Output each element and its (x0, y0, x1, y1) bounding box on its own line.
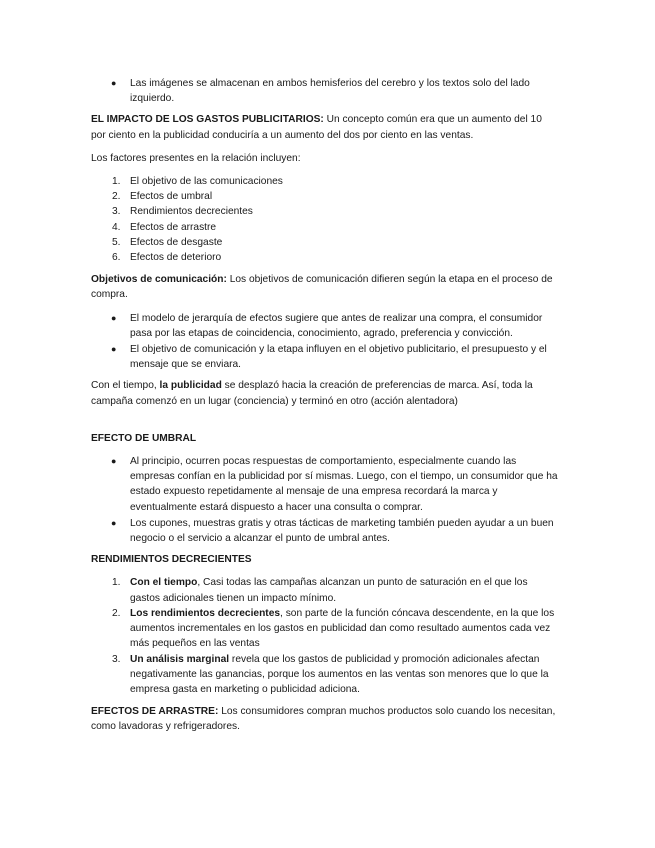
list-number: 1. (112, 577, 121, 589)
list-item (91, 250, 559, 265)
arrastre-heading: EFECTOS DE ARRASTRE: (91, 706, 219, 718)
impacto-paragraph (91, 112, 559, 142)
list-number: 6. (112, 252, 121, 264)
list-item (91, 174, 559, 189)
list-item-text: El objetivo de las comunicaciones (130, 176, 283, 188)
list-item-text: , Casi todas las campañas alcanzan un punto de saturación en el que los gastos adicionales tienen un impacto mínimo. (130, 577, 528, 604)
list-item-text: , son parte de la función cóncava descendente, en la que los aumentos incrementales en los gastos en publicidad dan como resultado aumentos cada vez más pequeños en las ventas (130, 607, 555, 650)
list-item-text: revela que los gastos de publicidad y promoción adicionales afectan negativamente las ganancias, porque los aumentos en las ventas son menores que lo que la empresa gasta en marketing o publicidad adiciona. (130, 653, 549, 695)
impacto-text: Un concepto común era que un aumento del 10 por ciento en la publicidad conduciría a un aumento del dos por ciento en las ventas. (91, 114, 542, 141)
rendimientos-heading: RENDIMIENTOS DECRECIENTES (91, 554, 252, 566)
list-item-text: Efectos de umbral (130, 191, 213, 203)
list-item-bold: Un análisis marginal (130, 653, 230, 665)
list-number: 2. (112, 191, 121, 203)
intro-bullet-list (91, 76, 559, 106)
list-item (91, 516, 559, 546)
list-item (91, 652, 559, 698)
list-item-text: Efectos de deterioro (130, 252, 222, 264)
list-number: 4. (112, 221, 121, 233)
list-item-bold: Con el tiempo (130, 577, 198, 589)
list-number: 3. (112, 653, 121, 665)
umbral-heading: EFECTO DE UMBRAL (91, 432, 197, 444)
list-number: 1. (112, 176, 121, 188)
list-item-text: Las imágenes se almacenan en ambos hemisferios del cerebro y los textos solo del lado izquierdo. (130, 78, 530, 105)
list-item-text: El objetivo de comunicación y la etapa influyen en el objetivo publicitario, el presupuesto y el mensaje que se enviara. (130, 344, 547, 371)
bullet-icon: ● (111, 312, 117, 323)
bullet-icon: ● (111, 456, 117, 467)
list-item (91, 204, 559, 219)
arrastre-paragraph (91, 704, 559, 734)
impacto-heading: EL IMPACTO DE LOS GASTOS PUBLICITARIOS: (91, 114, 324, 126)
list-item (91, 235, 559, 250)
factores-intro: Los factores presentes en la relación incluyen: (91, 152, 301, 164)
umbral-bullet-list (91, 454, 559, 546)
list-item-text: Rendimientos decrecientes (130, 206, 253, 218)
objetivos-bullet-list (91, 311, 559, 373)
bullet-icon: ● (111, 517, 117, 528)
objetivos-paragraph (91, 272, 559, 302)
list-item (91, 575, 559, 605)
bullet-icon: ● (111, 78, 117, 88)
list-item-bold: Los rendimientos decrecientes (130, 607, 281, 619)
tiempo-bold: la publicidad (159, 380, 222, 392)
list-number: 5. (112, 236, 121, 248)
tiempo-pre: Con el tiempo, (91, 380, 160, 392)
list-item (91, 311, 559, 341)
arrastre-text: Los consumidores compran muchos productos solo cuando los necesitan, como lavadoras y refrigeradores. (91, 706, 556, 733)
list-item (91, 220, 559, 235)
list-item (91, 76, 559, 106)
tiempo-post: se desplazó hacia la creación de preferencias de marca. Así, toda la campaña comenzó en un lugar (conciencia) y terminó en otro (acción alentadora) (91, 380, 533, 407)
list-item-text: Efectos de desgaste (130, 236, 223, 248)
objetivos-heading: Objetivos de comunicación: (91, 274, 227, 286)
list-item (91, 606, 559, 652)
list-item (91, 342, 559, 372)
list-number: 3. (112, 206, 121, 218)
list-item-text: Al principio, ocurren pocas respuestas de comportamiento, especialmente cuando las empresas confían en la publicidad por sí mismas. Luego, con el tiempo, un consumidor que ha estado expuesto repetidamente al mensaje de una empresa recordará la marca y eventualmente estará dispuesto a hacer una consulta o comprar. (130, 456, 558, 513)
list-number: 2. (112, 607, 121, 619)
factores-list (91, 174, 559, 265)
list-item (91, 189, 559, 204)
tiempo-paragraph (91, 378, 559, 408)
rendimientos-list (91, 575, 559, 697)
bullet-icon: ● (111, 344, 117, 355)
list-item-text: Efectos de arrastre (130, 221, 217, 233)
objetivos-text: Los objetivos de comunicación difieren según la etapa en el proceso de compra. (91, 274, 553, 301)
list-item (91, 454, 559, 515)
list-item-text: El modelo de jerarquía de efectos sugiere que antes de realizar una compra, el consumidor pasa por las etapas de coincidencia, conocimiento, agrado, preferencia y convicción. (130, 312, 543, 339)
list-item-text: Los cupones, muestras gratis y otras tácticas de marketing también pueden ayudar a un buen negocio o el servicio a alcanzar el punto de umbral antes. (130, 517, 554, 545)
